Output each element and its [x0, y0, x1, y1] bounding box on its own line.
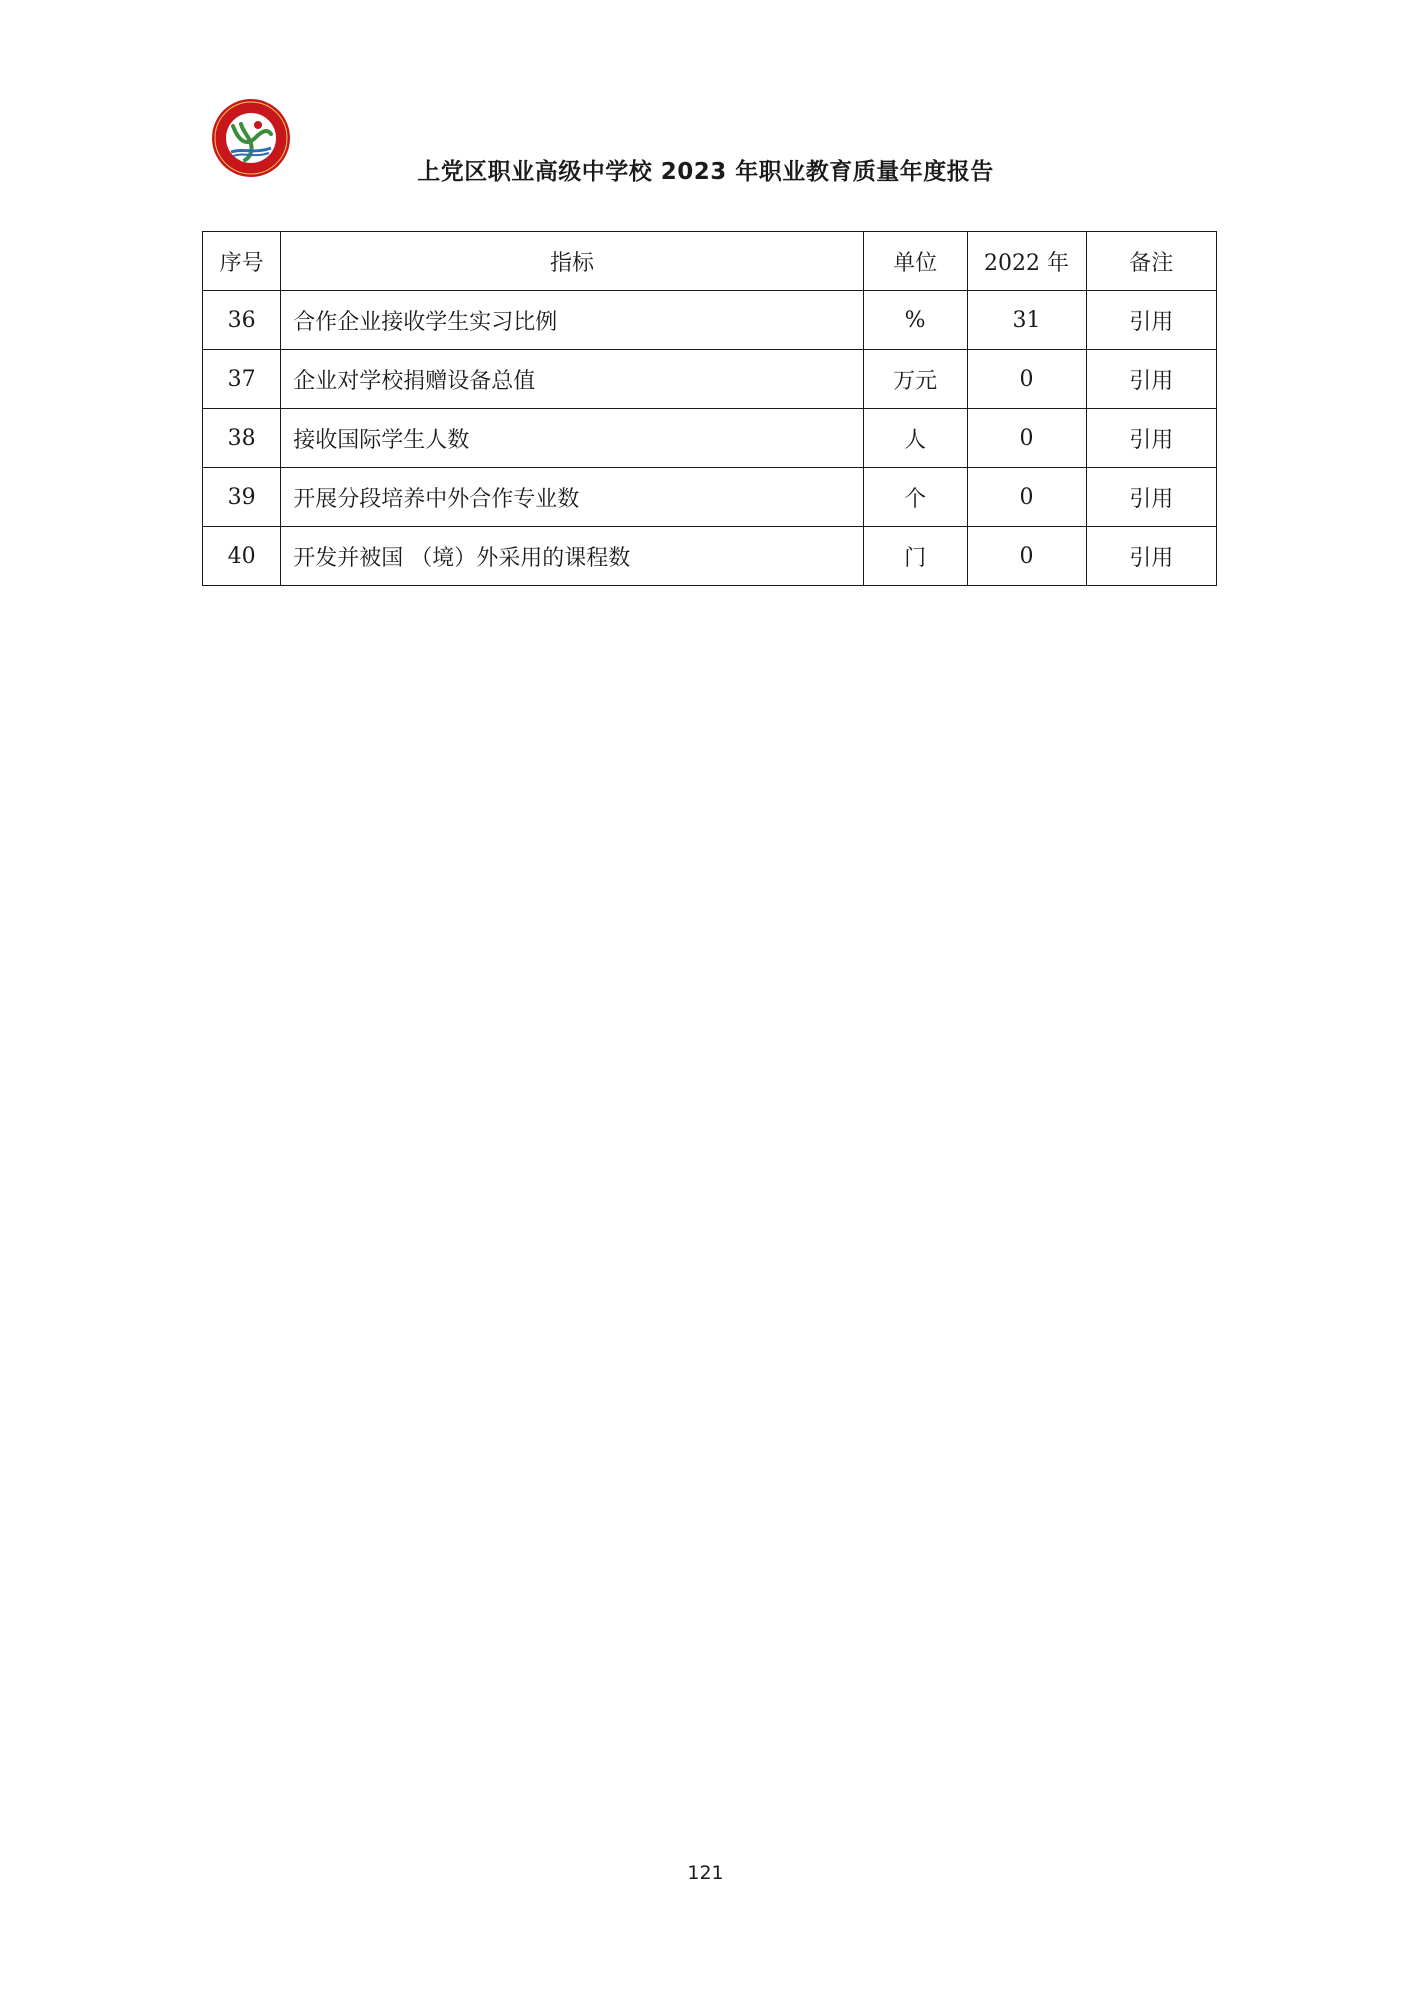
- indicator-table: [202, 231, 1217, 586]
- table-row: [203, 350, 1217, 409]
- row-value: 0: [967, 527, 1086, 586]
- table-header-row: [203, 232, 1217, 291]
- row-indicator: 开发并被国 （境）外采用的课程数: [281, 527, 863, 586]
- row-note: 引用: [1086, 291, 1216, 350]
- row-no: 36: [203, 291, 281, 350]
- row-indicator: 企业对学校捐赠设备总值: [281, 350, 863, 409]
- row-value: 0: [967, 468, 1086, 527]
- table-row: [203, 409, 1217, 468]
- column-header-note: 备注: [1086, 232, 1216, 291]
- row-note: 引用: [1086, 350, 1216, 409]
- row-no: 40: [203, 527, 281, 586]
- column-header-unit: 单位: [863, 232, 967, 291]
- table-row: [203, 527, 1217, 586]
- row-indicator: 开展分段培养中外合作专业数: [281, 468, 863, 527]
- row-value: 0: [967, 350, 1086, 409]
- table-row: [203, 291, 1217, 350]
- document-title: 上党区职业高级中学校 2023 年职业教育质量年度报告: [417, 159, 994, 185]
- table-row: [203, 468, 1217, 527]
- row-unit: 门: [863, 527, 967, 586]
- row-indicator: 接收国际学生人数: [281, 409, 863, 468]
- row-unit: 万元: [863, 350, 967, 409]
- row-indicator: 合作企业接收学生实习比例: [281, 291, 863, 350]
- row-note: 引用: [1086, 468, 1216, 527]
- row-no: 38: [203, 409, 281, 468]
- row-unit: 人: [863, 409, 967, 468]
- row-unit: %: [863, 291, 967, 350]
- row-no: 39: [203, 468, 281, 527]
- column-header-indicator: 指标: [281, 232, 863, 291]
- row-note: 引用: [1086, 409, 1216, 468]
- row-no: 37: [203, 350, 281, 409]
- row-note: 引用: [1086, 527, 1216, 586]
- row-value: 31: [967, 291, 1086, 350]
- row-value: 0: [967, 409, 1086, 468]
- page-number: 121: [687, 1862, 724, 1884]
- column-header-no: 序号: [203, 232, 281, 291]
- column-header-value: 2022 年: [967, 232, 1086, 291]
- row-unit: 个: [863, 468, 967, 527]
